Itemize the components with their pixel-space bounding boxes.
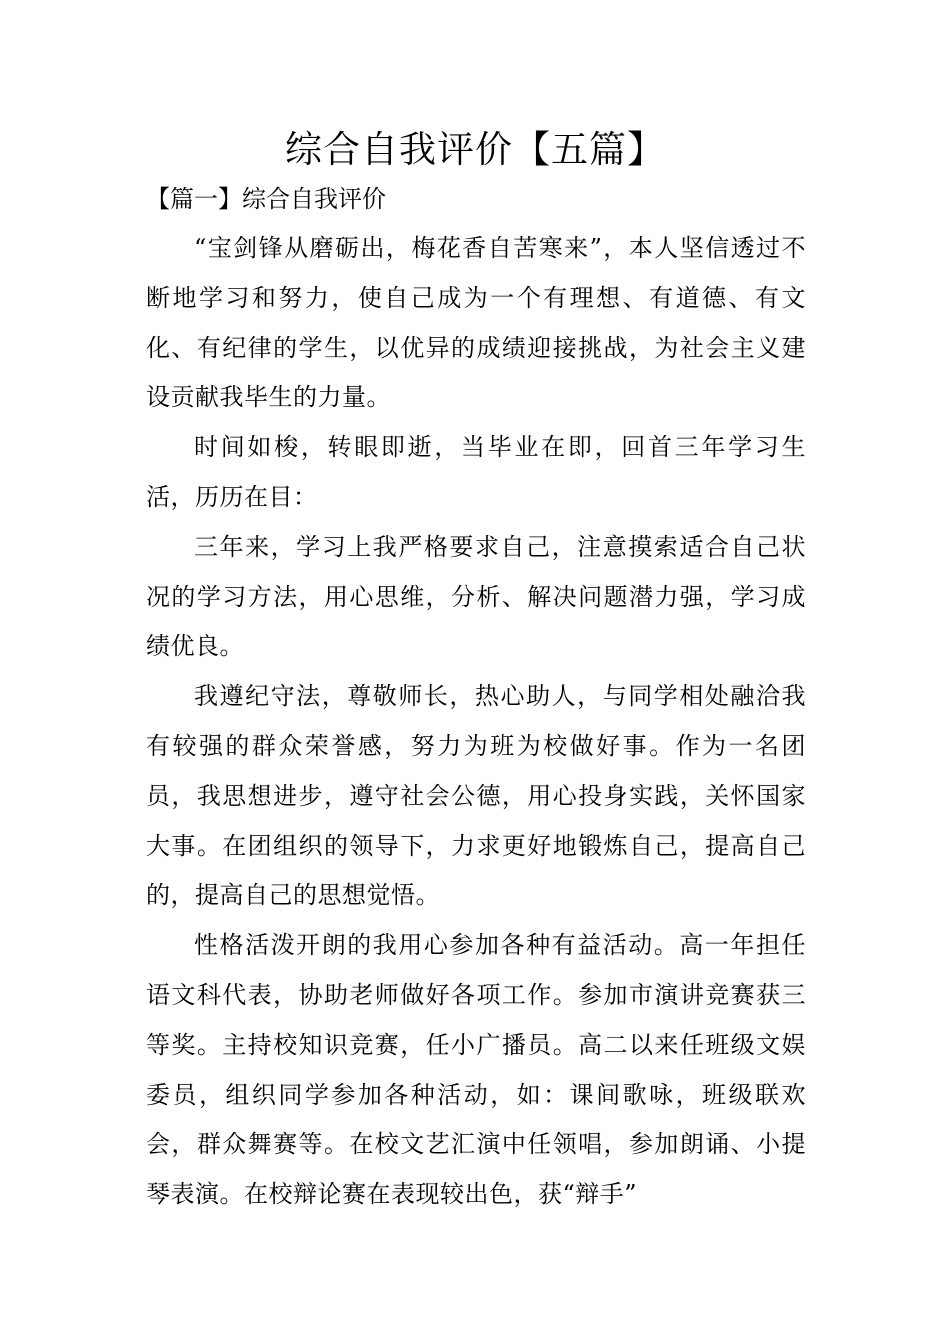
paragraph: 时间如梭，转眼即逝，当毕业在即，回首三年学习生活，历历在目： <box>146 433 806 511</box>
document-body <box>146 224 806 1220</box>
paragraph: 性格活泼开朗的我用心参加各种有益活动。高一年担任语文科代表，协助老师做好各项工作。参加市演讲竞赛获三等奖。主持校知识竞赛，任小广播员。高二以来任班级文娱委员，组织同学参加各种活动，如：课间歌咏，班级联欢会，群众舞赛等。在校文艺汇演中任领唱，参加朗诵、小提琴表演。在校辩论赛在表现较出色，获“辩手” <box>146 931 806 1209</box>
paragraph: “宝剑锋从磨砺出，梅花香自苦寒来”，本人坚信透过不断地学习和努力，使自己成为一个有理想、有道德、有文化、有纪律的学生，以优异的成绩迎接挑战，为社会主义建设贡献我毕生的力量。 <box>146 234 806 412</box>
document-title: 综合自我评价【五篇】 <box>285 128 665 171</box>
paragraph: 我遵纪守法，尊敬师长，热心助人，与同学相处融洽我有较强的群众荣誉感，努力为班为校做好事。作为一名团员，我思想进步，遵守社会公德，用心投身实践，关怀国家大事。在团组织的领导下，力求更好地锻炼自己，提高自己的，提高自己的思想觉悟。 <box>146 682 806 910</box>
section-heading: 【篇一】综合自我评价 <box>146 185 386 213</box>
paragraph: 三年来，学习上我严格要求自己，注意摸索适合自己状况的学习方法，用心思维，分析、解决问题潜力强，学习成绩优良。 <box>146 532 806 661</box>
